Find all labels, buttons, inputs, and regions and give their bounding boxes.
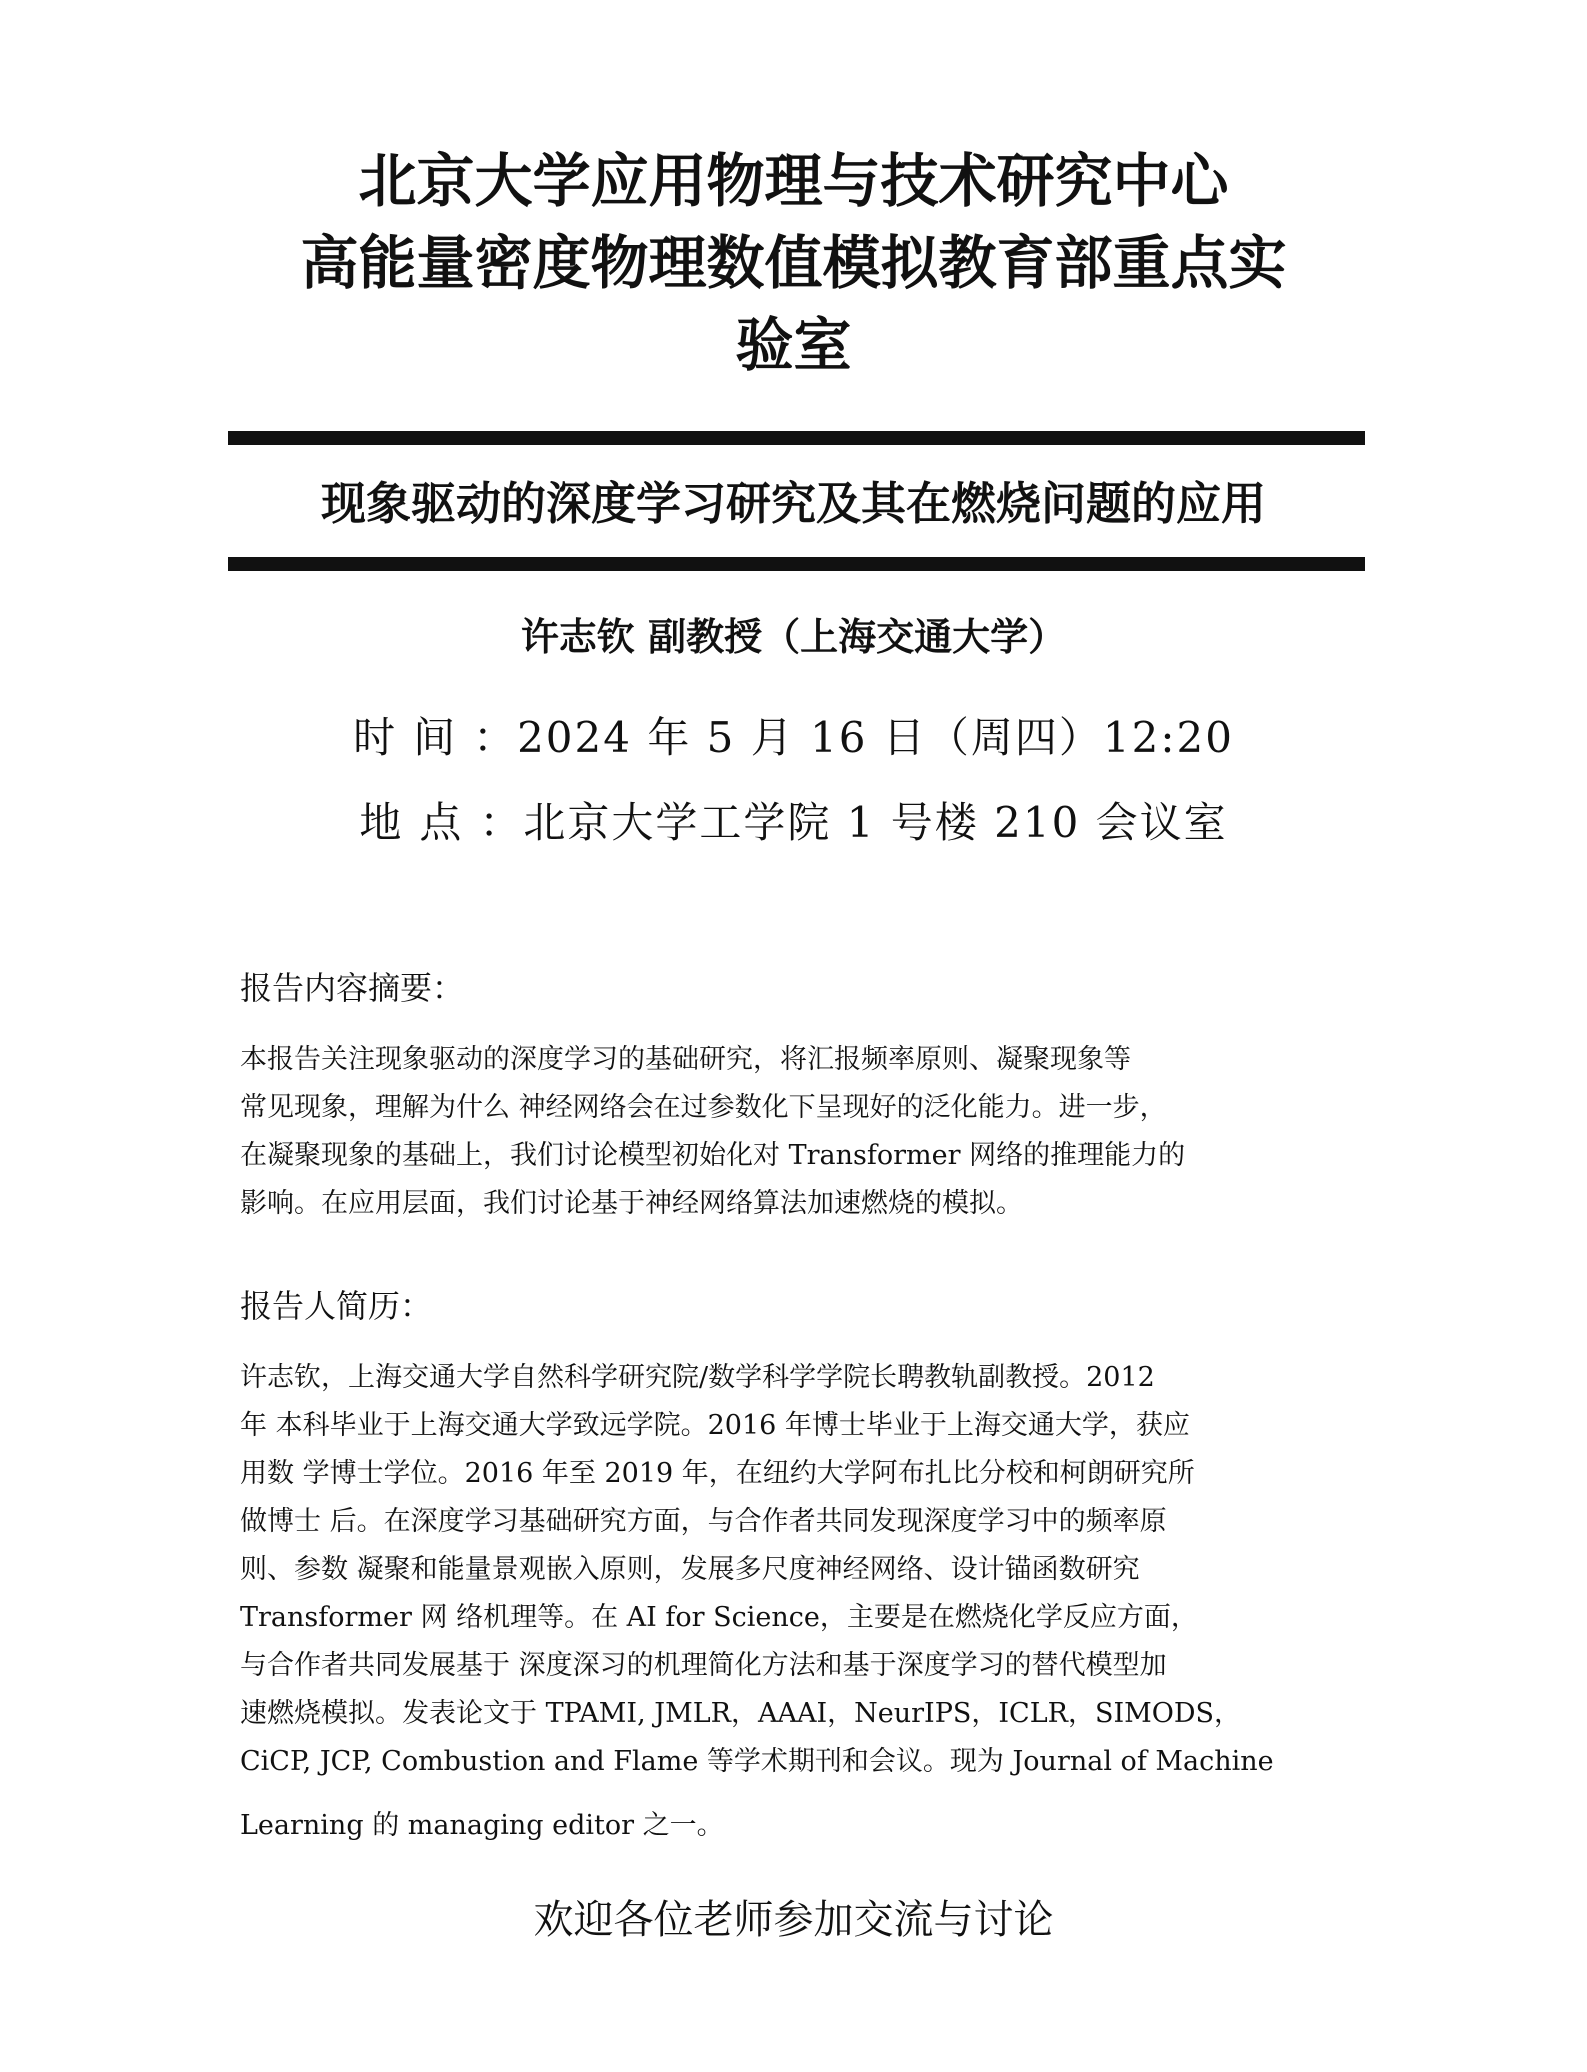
time-line [0,708,1587,768]
bio-line: 速燃烧模拟。发表论文于 TPAMI, JMLR，AAAI，NeurIPS，ICLR，SIMODS， [240,1698,1242,1729]
top-divider [228,431,1365,445]
bio-body [240,1354,1350,1850]
talk-title: 现象驱动的深度学习研究及其在燃烧问题的应用 [320,477,1266,530]
bio-line: CiCP, JCP, Combustion and Flame 等学术期刊和会议。现为 Journal of Machine [240,1746,1274,1777]
time-label: 时间 [353,713,474,762]
bio-line: 年 本科毕业于上海交通大学致远学院。2016 年博士毕业于上海交通大学，获应 [240,1410,1190,1441]
place-line [0,793,1587,853]
bio-heading: 报告人简历： [240,1287,433,1325]
institution-title-line: 验室 [735,311,852,379]
bio-line: Learning 的 managing editor 之一。 [240,1810,724,1841]
institution-title-line: 北京大学应用物理与技术研究中心 [358,147,1229,215]
institution-title [0,140,1587,386]
institution-title-line: 高能量密度物理数值模拟教育部重点实 [300,229,1287,297]
speaker-name: 许志钦 副教授（上海交通大学） [520,615,1067,659]
place-label: 地点 [359,798,480,847]
abstract-heading: 报告内容摘要： [240,969,465,1007]
bio-line: Transformer 网 络机理等。在 AI for Science，主要是在燃烧化学反应方面， [240,1602,1198,1633]
abstract-line: 常见现象，理解为什么 神经网络会在过参数化下呈现好的泛化能力。进一步， [240,1092,1167,1123]
abstract-body [240,1036,1350,1228]
welcome-message: 欢迎各位老师参加交流与讨论 [533,1897,1054,1943]
bottom-divider [228,557,1365,571]
bio-line: 则、参数 凝聚和能量景观嵌入原则，发展多尺度神经网络、设计锚函数研究 [240,1554,1140,1585]
abstract-line: 本报告关注现象驱动的深度学习的基础研究，将汇报频率原则、凝聚现象等 [240,1044,1131,1075]
bio-line: 用数 学博士学位。2016 年至 2019 年，在纽约大学阿布扎比分校和柯朗研究所 [240,1458,1195,1489]
place-value: ：北京大学工学院 1 号楼 210 会议室 [479,798,1228,847]
abstract-line: 影响。在应用层面，我们讨论基于神经网络算法加速燃烧的模拟。 [240,1188,1023,1219]
bio-line: 许志钦，上海交通大学自然科学研究院/数学科学学院长聘教轨副教授。2012 [240,1362,1155,1393]
time-value: ：2024 年 5 月 16 日（周四）12:20 [473,713,1234,762]
bio-line: 与合作者共同发展基于 深度深习的机理简化方法和基于深度学习的替代模型加 [240,1650,1167,1681]
bio-line: 做博士 后。在深度学习基础研究方面，与合作者共同发现深度学习中的频率原 [240,1506,1167,1537]
abstract-line: 在凝聚现象的基础上，我们讨论模型初始化对 Transformer 网络的推理能力的 [240,1140,1186,1171]
